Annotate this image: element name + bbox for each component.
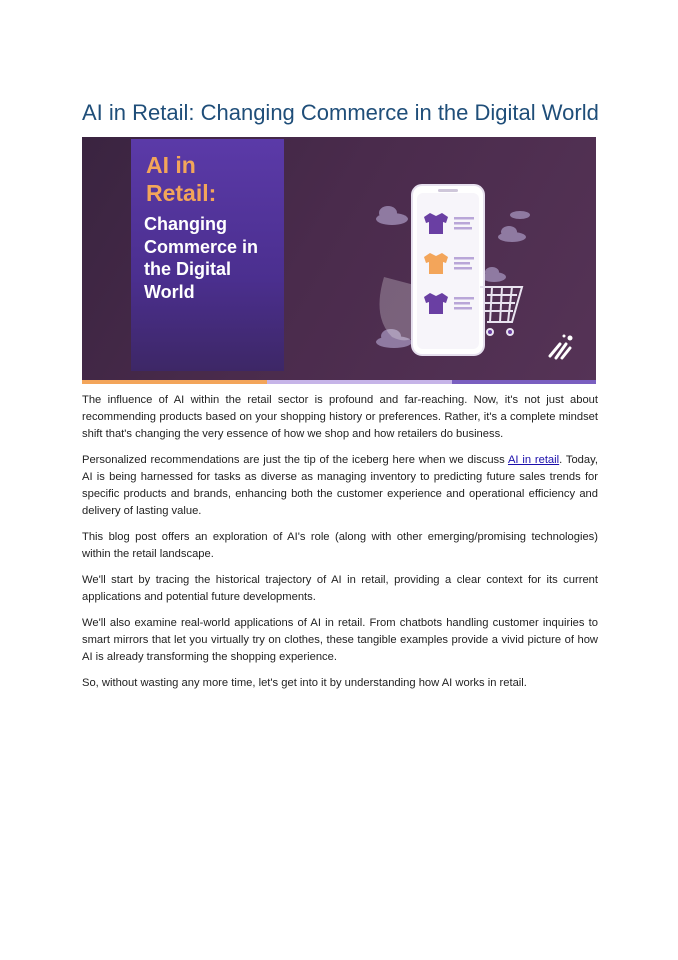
banner-accent-stripe <box>82 380 596 384</box>
paragraph-2 <box>82 452 598 520</box>
banner-accent-text <box>146 151 286 207</box>
banner-main-text <box>144 213 294 303</box>
banner-main-line-3: the Digital <box>144 259 232 279</box>
paragraph-5: We'll also examine real-world applications of AI in retail. From chatbots handling customer inquiries to smart mirrors that let you virtually try on clothes, these tangible examples provide a vivid picture of how AI is already transforming the shopping experience. <box>82 617 598 663</box>
phone-illustration-icon <box>362 167 562 367</box>
paragraph-2-end: . Today, AI is being harnessed for tasks as diverse as managing inventory to predicting future sales trends for specific products and brands, enhancing both the customer experience and operational efficiency and delivery of lasting value. <box>82 454 598 517</box>
paragraph-3: This blog post offers an exploration of AI's role (along with other emerging/promising technologies) within the retail landscape. <box>82 531 598 560</box>
shopping-cart-icon <box>480 287 522 335</box>
banner-main-line-4: World <box>144 281 195 302</box>
paragraph-1: The influence of AI within the retail sector is profound and far-reaching. Now, it's not just about recommending products based on your shopping history or preferences. Rather, it's a complete mindset shift that's changing the very essence of how we shop and how retailers do business. <box>82 394 598 440</box>
brand-logo-icon <box>544 330 578 364</box>
banner-main-line-2: Commerce in <box>144 236 259 257</box>
ai-in-retail-link[interactable]: AI in retail <box>507 454 560 466</box>
banner-accent-line-1: AI in <box>146 152 196 178</box>
paragraph-4: We'll start by tracing the historical trajectory of AI in retail, providing a clear context for its current applications and potential future developments. <box>82 574 598 603</box>
document-title: AI in Retail: Changing Commerce in the Digital World <box>82 100 599 125</box>
paragraph-2-start: Personalized recommendations are just the tip of the iceberg here when we discuss <box>82 454 508 466</box>
banner-accent-line-2: Retail: <box>146 180 217 206</box>
paragraph-6: So, without wasting any more time, let's get into it by understanding how AI works in retail. <box>82 677 527 689</box>
article-body <box>82 392 598 701</box>
banner-main-line-1: Changing <box>144 214 227 234</box>
hero-banner <box>82 137 596 384</box>
